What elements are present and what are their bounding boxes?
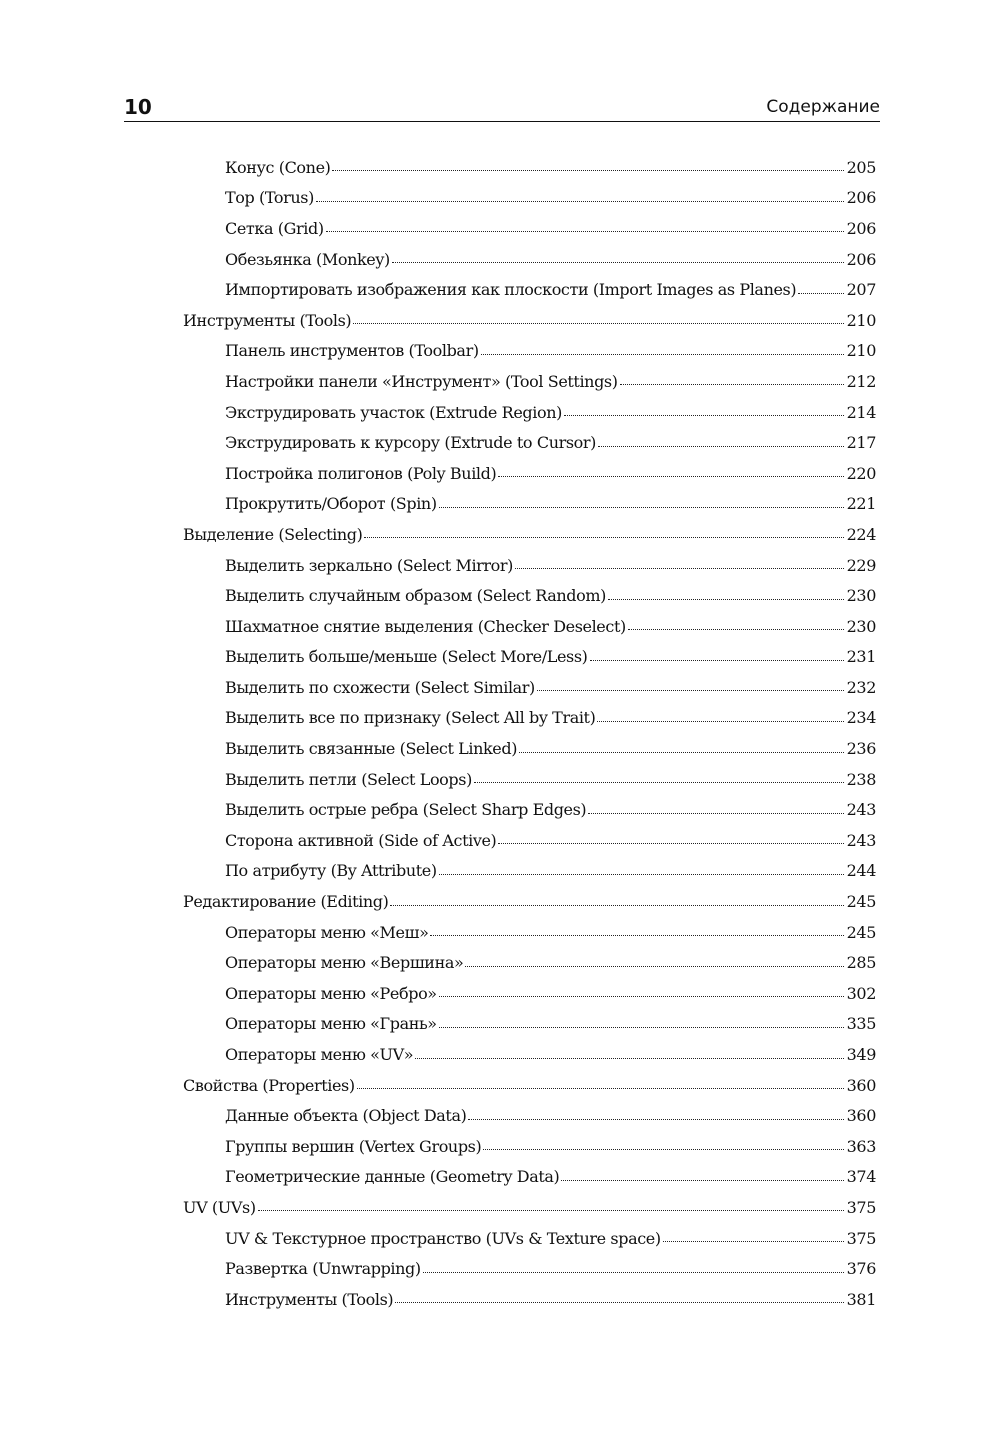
dot-leader xyxy=(628,628,844,630)
toc-subsection-entry xyxy=(0,213,876,244)
toc-entry-title: Обезьянка (Monkey) xyxy=(225,249,390,269)
dot-leader xyxy=(498,842,843,844)
toc-entry-page: 229 xyxy=(846,555,876,575)
toc-section-entry xyxy=(0,1070,876,1101)
dot-leader xyxy=(423,1271,844,1273)
toc-entry-page: 212 xyxy=(846,371,876,391)
toc-subsection-entry xyxy=(0,1039,876,1070)
dot-leader xyxy=(537,689,844,691)
toc-subsection-entry xyxy=(0,580,876,611)
toc-subsection-entry xyxy=(0,917,876,948)
toc-entry-page: 236 xyxy=(846,739,876,759)
toc-entry-page: 360 xyxy=(846,1075,876,1095)
dot-leader xyxy=(439,873,844,875)
toc-subsection-entry xyxy=(0,703,876,734)
running-title: Содержание xyxy=(766,97,880,117)
toc-entry-page: 214 xyxy=(846,402,876,422)
dot-leader xyxy=(395,1301,843,1303)
toc-entry-page: 376 xyxy=(846,1259,876,1279)
toc-entry-title: Операторы меню «Ребро» xyxy=(225,983,437,1003)
toc-entry-title: Импортировать изображения как плоскости (Import Images as Planes) xyxy=(225,280,797,300)
dot-leader xyxy=(439,506,844,508)
dot-leader xyxy=(483,1148,843,1150)
toc-subsection-entry xyxy=(0,672,876,703)
dot-leader xyxy=(430,934,843,936)
toc-entry-page: 206 xyxy=(846,218,876,238)
toc-entry-page: 232 xyxy=(846,677,876,697)
toc-subsection-entry xyxy=(0,764,876,795)
toc-entry-title: Инструменты (Tools) xyxy=(183,310,352,330)
toc-section-entry xyxy=(0,1192,876,1223)
toc-section-entry xyxy=(0,305,876,336)
page-number: 10 xyxy=(124,95,152,119)
toc-subsection-entry xyxy=(0,733,876,764)
toc-entry-page: 207 xyxy=(846,280,876,300)
dot-leader xyxy=(597,720,843,722)
toc-entry-title: Данные объекта (Object Data) xyxy=(225,1106,467,1126)
toc-subsection-entry xyxy=(0,1009,876,1040)
toc-entry-title: Операторы меню «Меш» xyxy=(225,922,429,942)
dot-leader xyxy=(439,995,844,997)
toc-entry-page: 302 xyxy=(846,983,876,1003)
toc-entry-title: Выделить случайным образом (Select Random) xyxy=(225,586,606,606)
toc-entry-title: Сетка (Grid) xyxy=(225,218,324,238)
toc-entry-page: 238 xyxy=(846,769,876,789)
toc-entry-title: Операторы меню «Грань» xyxy=(225,1014,437,1034)
toc-entry-title: Прокрутить/Оборот (Spin) xyxy=(225,494,437,514)
toc-section-entry xyxy=(0,886,876,917)
toc-subsection-entry xyxy=(0,274,876,305)
toc-subsection-entry xyxy=(0,856,876,887)
dot-leader xyxy=(564,414,844,416)
toc-entry-title: Выделить по схожести (Select Similar) xyxy=(225,677,535,697)
dot-leader xyxy=(519,751,844,753)
toc-entry-page: 244 xyxy=(846,861,876,881)
dot-leader xyxy=(364,536,843,538)
toc-subsection-entry xyxy=(0,366,876,397)
toc-subsection-entry xyxy=(0,1223,876,1254)
toc-entry-title: Выделить все по признаку (Select All by Trait) xyxy=(225,708,596,728)
toc-subsection-entry xyxy=(0,244,876,275)
toc-entry-title: Постройка полигонов (Poly Build) xyxy=(225,463,497,483)
toc-entry-title: Выделить острые ребра (Select Sharp Edges) xyxy=(225,800,587,820)
toc-entry-page: 245 xyxy=(846,892,876,912)
dot-leader xyxy=(798,292,843,294)
toc-entry-title: Выделение (Selecting) xyxy=(183,524,363,544)
toc-entry-title: Настройки панели «Инструмент» (Tool Settings) xyxy=(225,371,618,391)
toc-subsection-entry xyxy=(0,642,876,673)
toc-entry-title: Шахматное снятие выделения (Checker Deselect) xyxy=(225,616,626,636)
dot-leader xyxy=(474,781,844,783)
toc-entry-title: Выделить петли (Select Loops) xyxy=(225,769,472,789)
dot-leader xyxy=(332,169,843,171)
toc-entry-page: 374 xyxy=(846,1167,876,1187)
toc-subsection-entry xyxy=(0,1162,876,1193)
toc-entry-title: Выделить больше/меньше (Select More/Less) xyxy=(225,647,588,667)
dot-leader xyxy=(390,904,843,906)
toc-entry-page: 381 xyxy=(846,1289,876,1309)
toc-entry-title: Свойства (Properties) xyxy=(183,1075,355,1095)
dot-leader xyxy=(468,1118,843,1120)
dot-leader xyxy=(561,1179,843,1181)
toc-subsection-entry xyxy=(0,825,876,856)
toc-entry-page: 221 xyxy=(846,494,876,514)
toc-entry-title: Экструдировать к курсору (Extrude to Cursor) xyxy=(225,433,596,453)
toc-entry-page: 230 xyxy=(846,616,876,636)
toc-entry-page: 349 xyxy=(846,1045,876,1065)
toc-entry-page: 220 xyxy=(846,463,876,483)
toc-subsection-entry xyxy=(0,427,876,458)
dot-leader xyxy=(598,445,844,447)
toc-subsection-entry xyxy=(0,947,876,978)
toc-subsection-entry xyxy=(0,794,876,825)
dot-leader xyxy=(481,353,844,355)
toc-entry-title: Редактирование (Editing) xyxy=(183,892,389,912)
dot-leader xyxy=(515,567,844,569)
dot-leader xyxy=(663,1240,844,1242)
toc-entry-title: Тор (Torus) xyxy=(225,188,314,208)
dot-leader xyxy=(498,475,843,477)
dot-leader xyxy=(439,1026,844,1028)
toc-subsection-entry xyxy=(0,152,876,183)
toc-entry-page: 230 xyxy=(846,586,876,606)
toc-subsection-entry xyxy=(0,978,876,1009)
toc-entry-title: Выделить зеркально (Select Mirror) xyxy=(225,555,513,575)
toc-entry-title: Операторы меню «Вершина» xyxy=(225,953,464,973)
toc-entry-page: 234 xyxy=(846,708,876,728)
dot-leader xyxy=(465,965,843,967)
toc-entry-page: 360 xyxy=(846,1106,876,1126)
toc-entry-page: 363 xyxy=(846,1136,876,1156)
toc-entry-title: Инструменты (Tools) xyxy=(225,1289,394,1309)
toc-entry-page: 285 xyxy=(846,953,876,973)
toc-entry-page: 375 xyxy=(846,1197,876,1217)
toc-entry-page: 210 xyxy=(846,310,876,330)
dot-leader xyxy=(353,322,843,324)
toc-entry-page: 231 xyxy=(846,647,876,667)
toc-entry-page: 206 xyxy=(846,188,876,208)
toc-subsection-entry xyxy=(0,1131,876,1162)
toc-entry-title: Панель инструментов (Toolbar) xyxy=(225,341,479,361)
toc-subsection-entry xyxy=(0,550,876,581)
toc-entry-page: 224 xyxy=(846,524,876,544)
dot-leader xyxy=(620,383,844,385)
dot-leader xyxy=(590,659,844,661)
table-of-contents xyxy=(0,152,986,1315)
dot-leader xyxy=(588,812,843,814)
toc-subsection-entry xyxy=(0,1253,876,1284)
toc-entry-page: 210 xyxy=(846,341,876,361)
dot-leader xyxy=(326,230,844,232)
toc-entry-title: Конус (Cone) xyxy=(225,157,331,177)
toc-entry-title: Группы вершин (Vertex Groups) xyxy=(225,1136,482,1156)
toc-entry-page: 243 xyxy=(846,830,876,850)
dot-leader xyxy=(258,1209,844,1211)
toc-entry-title: Операторы меню «UV» xyxy=(225,1045,414,1065)
toc-entry-title: Геометрические данные (Geometry Data) xyxy=(225,1167,560,1187)
toc-subsection-entry xyxy=(0,1284,876,1315)
toc-subsection-entry xyxy=(0,611,876,642)
dot-leader xyxy=(415,1057,843,1059)
toc-subsection-entry xyxy=(0,1100,876,1131)
toc-subsection-entry xyxy=(0,397,876,428)
toc-section-entry xyxy=(0,519,876,550)
dot-leader xyxy=(316,200,844,202)
toc-entry-title: По атрибуту (By Attribute) xyxy=(225,861,437,881)
toc-entry-page: 375 xyxy=(846,1228,876,1248)
toc-entry-title: Экструдировать участок (Extrude Region) xyxy=(225,402,562,422)
dot-leader xyxy=(392,261,844,263)
toc-entry-page: 243 xyxy=(846,800,876,820)
toc-entry-title: Сторона активной (Side of Active) xyxy=(225,830,497,850)
toc-entry-title: Развертка (Unwrapping) xyxy=(225,1259,421,1279)
toc-entry-title: UV (UVs) xyxy=(183,1197,256,1217)
toc-subsection-entry xyxy=(0,489,876,520)
toc-entry-page: 205 xyxy=(846,157,876,177)
toc-entry-page: 245 xyxy=(846,922,876,942)
toc-entry-title: Выделить связанные (Select Linked) xyxy=(225,739,518,759)
toc-subsection-entry xyxy=(0,458,876,489)
toc-entry-title: UV & Текстурное пространство (UVs & Texture space) xyxy=(225,1228,661,1248)
toc-entry-page: 335 xyxy=(846,1014,876,1034)
toc-entry-page: 206 xyxy=(846,249,876,269)
toc-entry-page: 217 xyxy=(846,433,876,453)
page-header xyxy=(124,95,880,122)
toc-subsection-entry xyxy=(0,336,876,367)
toc-subsection-entry xyxy=(0,183,876,214)
dot-leader xyxy=(357,1087,844,1089)
dot-leader xyxy=(608,598,844,600)
